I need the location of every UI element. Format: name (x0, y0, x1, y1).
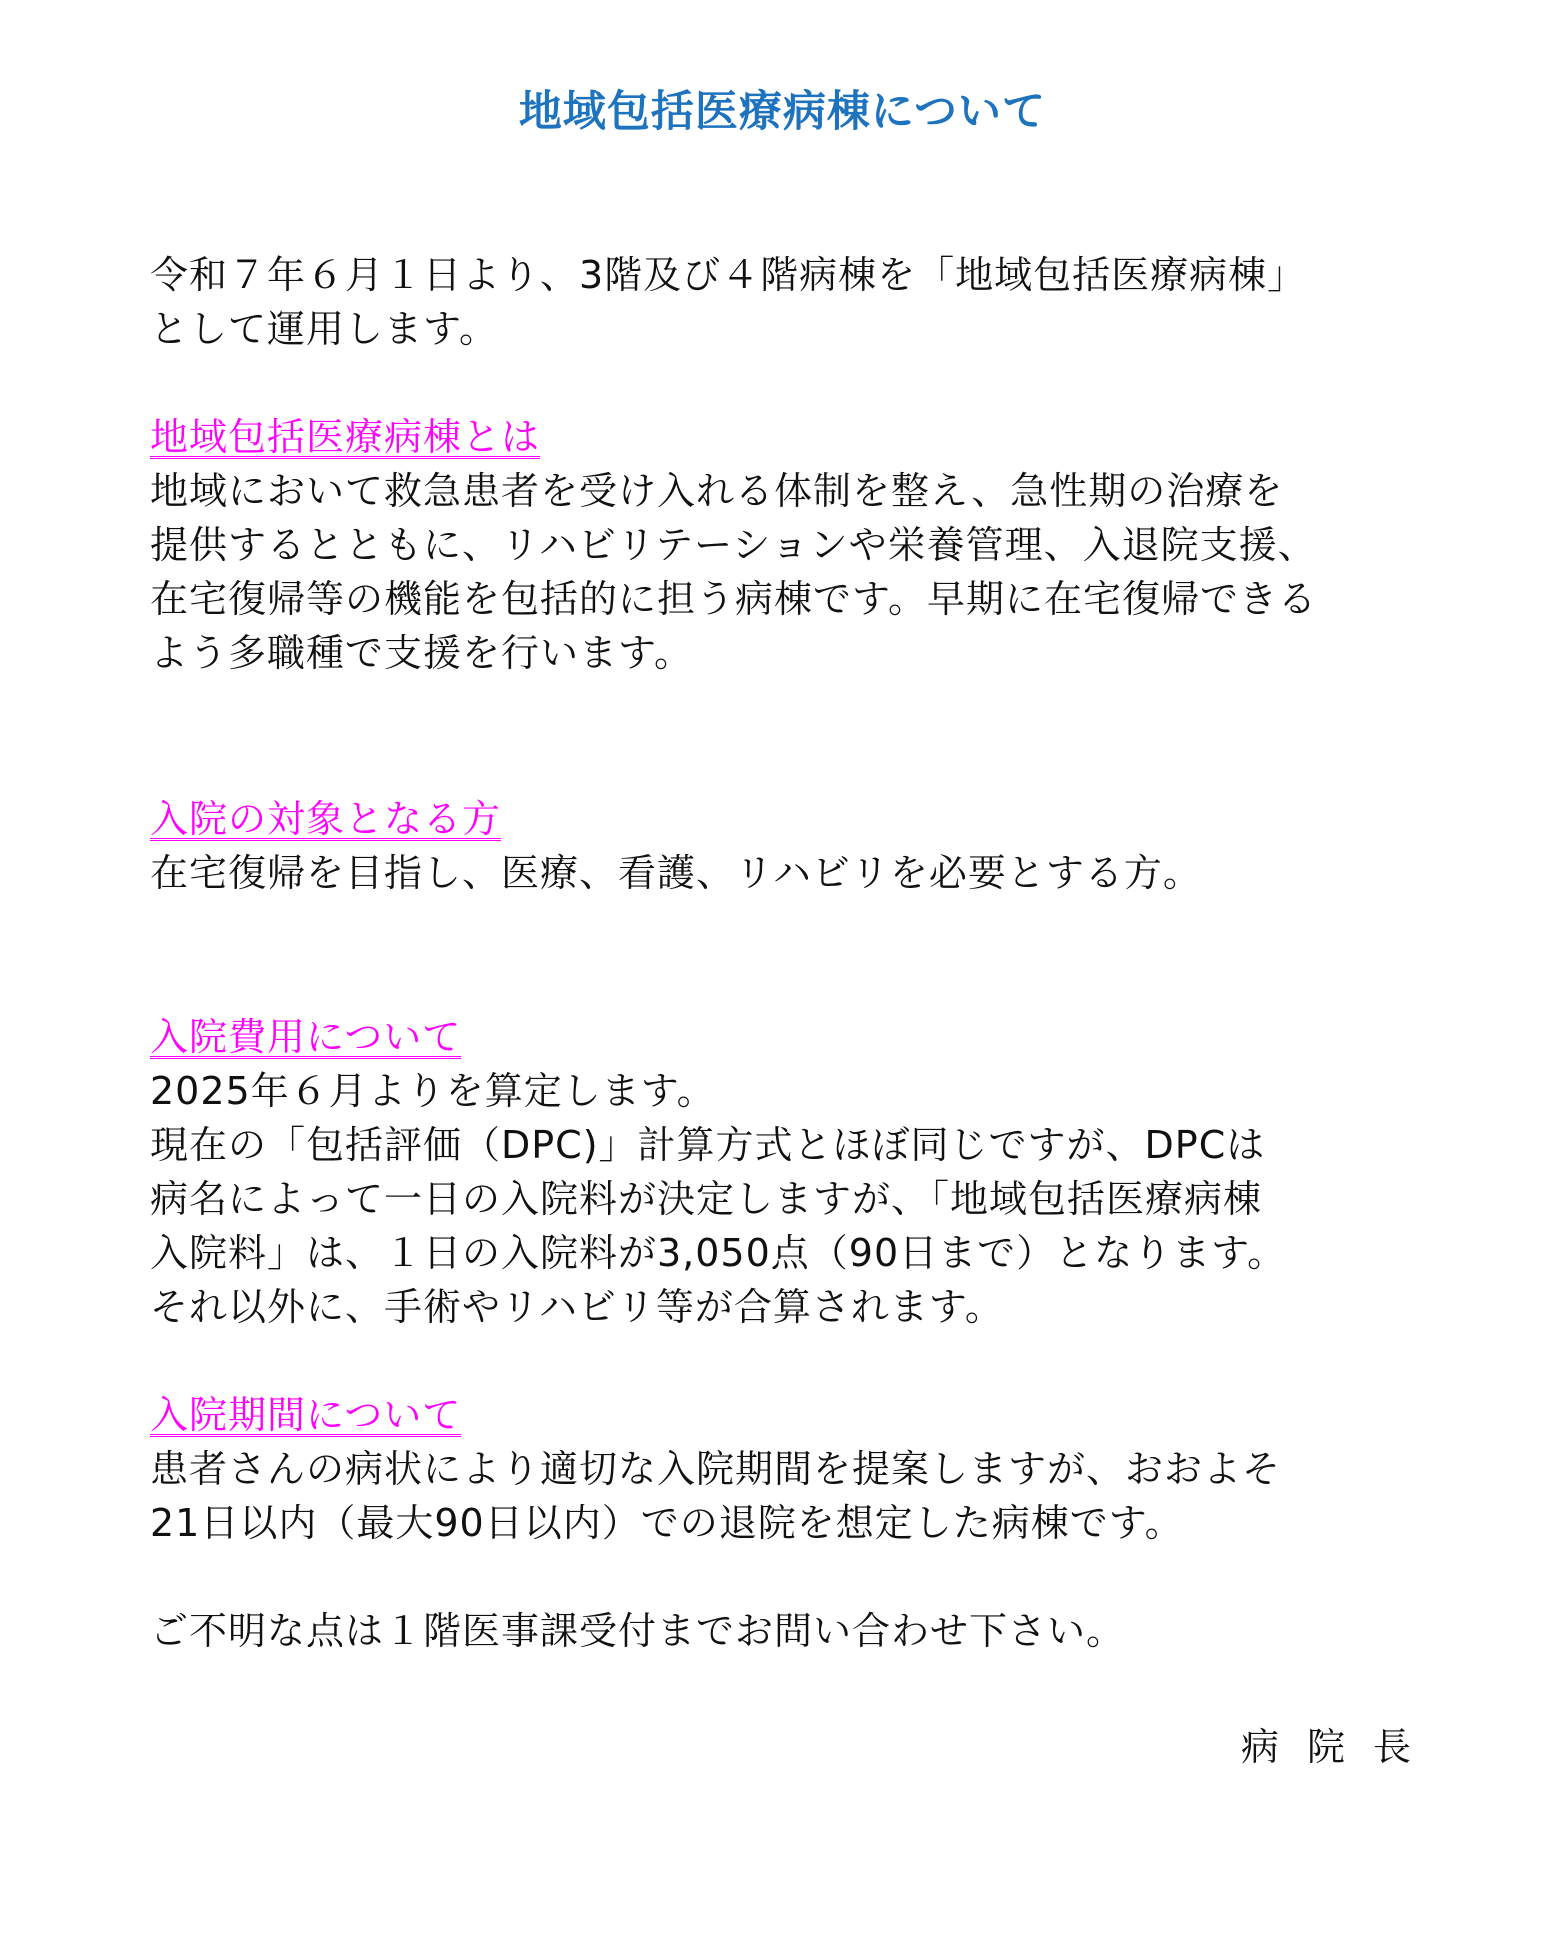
section-heading (150, 792, 1430, 846)
section-heading-text: 地域包括医療病棟とは (150, 415, 541, 459)
section-heading (150, 410, 1430, 464)
section-line: 21日以内（最大90日以内）での退院を想定した病棟です。 (150, 1501, 1184, 1545)
section-line: 提供するとともに、リハビリテーションや栄養管理、入退院支援、 (150, 523, 1317, 567)
section-heading-text: 入院期間について (150, 1393, 462, 1437)
intro-line: として運用します。 (150, 307, 498, 351)
spacer (150, 680, 1430, 792)
section-heading (150, 1388, 1430, 1442)
spacer (150, 356, 1430, 410)
section-line: 患者さんの病状により適切な入院期間を提案しますが、おおよそ (150, 1447, 1282, 1491)
page-title: 地域包括医療病棟について (518, 87, 1047, 137)
section-eligibility (150, 792, 1430, 900)
section-heading (150, 1010, 1430, 1064)
section-heading-text: 入院費用について (150, 1015, 462, 1059)
section-duration (150, 1388, 1430, 1550)
section-line: 在宅復帰を目指し、医療、看護、リハビリを必要とする方。 (150, 851, 1202, 895)
section-line: よう多職種で支援を行います。 (150, 631, 693, 675)
section-about (150, 410, 1430, 680)
notice-body (150, 248, 1430, 1658)
section-line: 在宅復帰等の機能を包括的に担う病棟です。早期に在宅復帰できる (150, 577, 1317, 621)
spacer (150, 900, 1430, 1010)
intro-line: 令和７年６月１日より、3階及び４階病棟を「地域包括医療病棟」 (150, 253, 1307, 297)
intro-paragraph (150, 248, 1430, 356)
section-line: 入院料」は、１日の入院料が3,050点（90日まで）となります。 (150, 1231, 1287, 1275)
spacer (150, 1334, 1430, 1388)
section-heading-text: 入院の対象となる方 (150, 797, 502, 841)
section-line: 現在の「包括評価（DPC)」計算方式とほぼ同じですが、DPCは (150, 1123, 1266, 1167)
signature: 病院長 (1240, 1725, 1439, 1769)
section-fees (150, 1010, 1430, 1334)
section-line: それ以外に、手術やリハビリ等が合算されます。 (150, 1285, 1004, 1329)
closing-note: ご不明な点は１階医事課受付までお問い合わせ下さい。 (150, 1609, 1126, 1653)
spacer (150, 1550, 1430, 1604)
section-line: 2025年６月よりを算定します。 (150, 1069, 716, 1113)
section-line: 地域において救急患者を受け入れる体制を整え、急性期の治療を (150, 469, 1284, 513)
section-line: 病名によって一日の入院料が決定しますが、「地域包括医療病棟 (150, 1177, 1263, 1221)
